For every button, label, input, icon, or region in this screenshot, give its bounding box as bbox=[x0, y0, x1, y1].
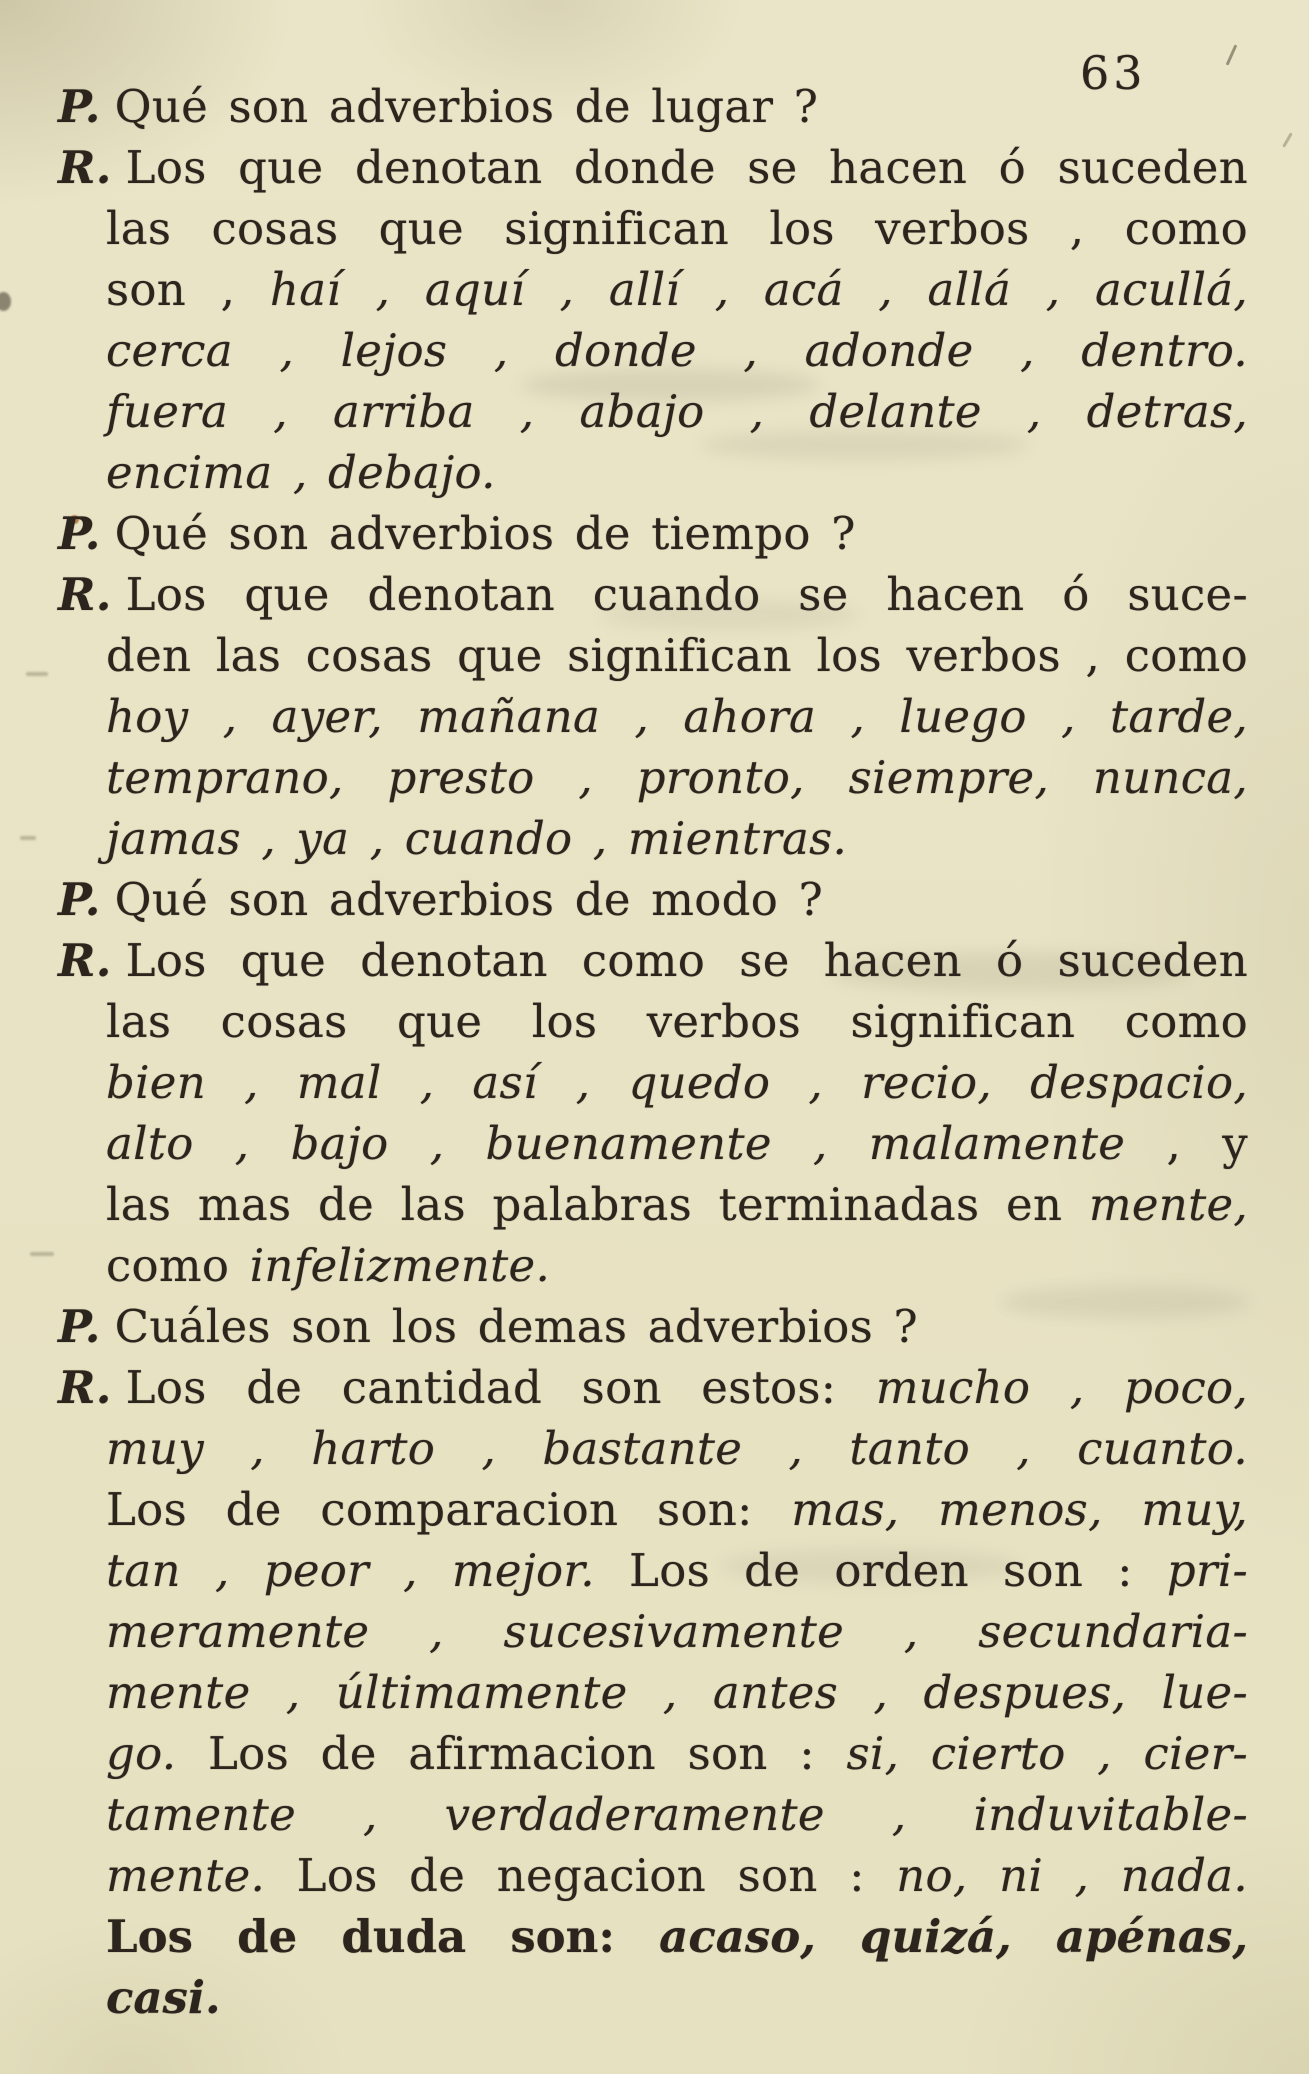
text-line bbox=[58, 747, 1248, 808]
page-number: 63 bbox=[1080, 46, 1147, 100]
text-segment: jamas , ya , cuando , mientras. bbox=[106, 812, 848, 865]
ink-mark bbox=[1282, 132, 1293, 147]
text-segment: Qué son adverbios de tiempo ? bbox=[114, 507, 856, 560]
text-segment: las cosas que significan los verbos , como bbox=[106, 202, 1248, 255]
text-segment: cerca , lejos , donde , adonde , dentro. bbox=[106, 324, 1248, 377]
text-line bbox=[58, 1662, 1248, 1723]
text-segment: Los de orden son : bbox=[594, 1544, 1167, 1597]
text-line bbox=[58, 1113, 1248, 1174]
text-segment: Cuáles son los demas adverbios ? bbox=[114, 1300, 918, 1353]
text-segment: mente. bbox=[106, 1849, 266, 1902]
ink-mark bbox=[20, 836, 36, 840]
text-segment: Los que denotan como se hacen ó suceden bbox=[125, 934, 1248, 987]
qa-marker: P. bbox=[58, 507, 101, 560]
text-block bbox=[58, 76, 1248, 2028]
text-segment: Los de negacion son : bbox=[265, 1849, 897, 1902]
text-line bbox=[58, 442, 1248, 503]
qa-marker: P. bbox=[58, 873, 101, 926]
qa-marker: R. bbox=[58, 1361, 112, 1414]
text-line bbox=[58, 1174, 1248, 1235]
ink-mark bbox=[1226, 44, 1238, 65]
text-segment: , y bbox=[1166, 1117, 1248, 1170]
qa-marker: R. bbox=[58, 568, 112, 621]
text-line bbox=[58, 1906, 1248, 2028]
text-segment: temprano, presto , pronto, siempre, nunca, bbox=[106, 751, 1248, 804]
text-line bbox=[58, 137, 1248, 198]
text-segment: meramente , sucesivamente , secundaria- bbox=[106, 1605, 1248, 1658]
text-segment: no, ni , nada. bbox=[896, 1849, 1248, 1902]
text-line bbox=[58, 1479, 1248, 1540]
text-segment: bien , mal , así , quedo , recio, despacio, bbox=[106, 1056, 1248, 1109]
text-segment: alto , bajo , buenamente , malamente bbox=[106, 1117, 1167, 1170]
text-segment: Los de cantidad son estos: bbox=[125, 1361, 876, 1414]
text-segment: mucho , poco, bbox=[875, 1361, 1248, 1414]
text-line bbox=[58, 625, 1248, 686]
text-segment: Los que denotan cuando se hacen ó suce- bbox=[125, 568, 1248, 621]
text-segment: den las cosas que significan los verbos , como bbox=[106, 629, 1248, 682]
text-segment: Los de afirmacion son : bbox=[176, 1727, 847, 1780]
ink-speck bbox=[0, 292, 11, 311]
text-line bbox=[58, 991, 1248, 1052]
text-segment: Los que denotan donde se hacen ó suceden bbox=[125, 141, 1248, 194]
text-segment: muy , harto , bastante , tanto , cuanto. bbox=[106, 1422, 1248, 1475]
text-line bbox=[58, 686, 1248, 747]
text-line bbox=[58, 930, 1248, 991]
qa-marker: P. bbox=[58, 1300, 101, 1353]
ink-mark bbox=[26, 672, 48, 676]
text-line bbox=[58, 320, 1248, 381]
text-line bbox=[58, 381, 1248, 442]
ink-mark bbox=[30, 1252, 54, 1256]
qa-marker: R. bbox=[58, 141, 112, 194]
text-line bbox=[58, 198, 1248, 259]
text-segment: si, cierto , cier- bbox=[846, 1727, 1248, 1780]
text-line bbox=[58, 1418, 1248, 1479]
text-segment: mas, menos, muy, bbox=[791, 1483, 1248, 1536]
text-segment: infelizmente. bbox=[249, 1239, 551, 1292]
text-line bbox=[58, 869, 1248, 930]
text-segment: Qué son adverbios de lugar ? bbox=[114, 80, 819, 133]
text-segment: mente , últimamente , antes , despues, lue- bbox=[106, 1666, 1248, 1719]
text-line bbox=[58, 1723, 1248, 1784]
text-line bbox=[58, 808, 1248, 869]
text-segment: las mas de las palabras terminadas en bbox=[106, 1178, 1089, 1231]
text-segment: las cosas que los verbos significan como bbox=[106, 995, 1248, 1048]
text-segment: encima , debajo. bbox=[106, 446, 496, 499]
text-segment: Los de comparacion son: bbox=[106, 1483, 792, 1536]
text-line bbox=[58, 1357, 1248, 1418]
text-segment: Los de duda son: bbox=[106, 1910, 660, 1963]
text-segment: go. bbox=[106, 1727, 177, 1780]
text-segment: fuera , arriba , abajo , delante , detras, bbox=[106, 385, 1248, 438]
text-segment: tan , peor , mejor. bbox=[106, 1544, 595, 1597]
text-line bbox=[58, 1601, 1248, 1662]
text-line bbox=[58, 564, 1248, 625]
qa-marker: P. bbox=[58, 80, 101, 133]
text-segment: como bbox=[106, 1239, 250, 1292]
text-segment: Qué son adverbios de modo ? bbox=[114, 873, 824, 926]
qa-marker: R. bbox=[58, 934, 112, 987]
text-line bbox=[58, 1784, 1248, 1845]
text-line bbox=[58, 1235, 1248, 1296]
text-line bbox=[58, 76, 1248, 137]
text-segment: mente, bbox=[1088, 1178, 1248, 1231]
text-line bbox=[58, 259, 1248, 320]
text-line bbox=[58, 1845, 1248, 1906]
text-segment: haí , aquí , allí , acá , allá , acullá, bbox=[269, 263, 1248, 316]
text-segment: son , bbox=[106, 263, 270, 316]
text-line bbox=[58, 1296, 1248, 1357]
text-segment: acaso, quizá, apénas, casi. bbox=[106, 1910, 1248, 2024]
text-segment: tamente , verdaderamente , induvitable- bbox=[106, 1788, 1248, 1841]
text-line bbox=[58, 1540, 1248, 1601]
text-line bbox=[58, 1052, 1248, 1113]
text-line bbox=[58, 503, 1248, 564]
text-segment: pri- bbox=[1166, 1544, 1248, 1597]
text-segment: hoy , ayer, mañana , ahora , luego , tarde, bbox=[106, 690, 1248, 743]
